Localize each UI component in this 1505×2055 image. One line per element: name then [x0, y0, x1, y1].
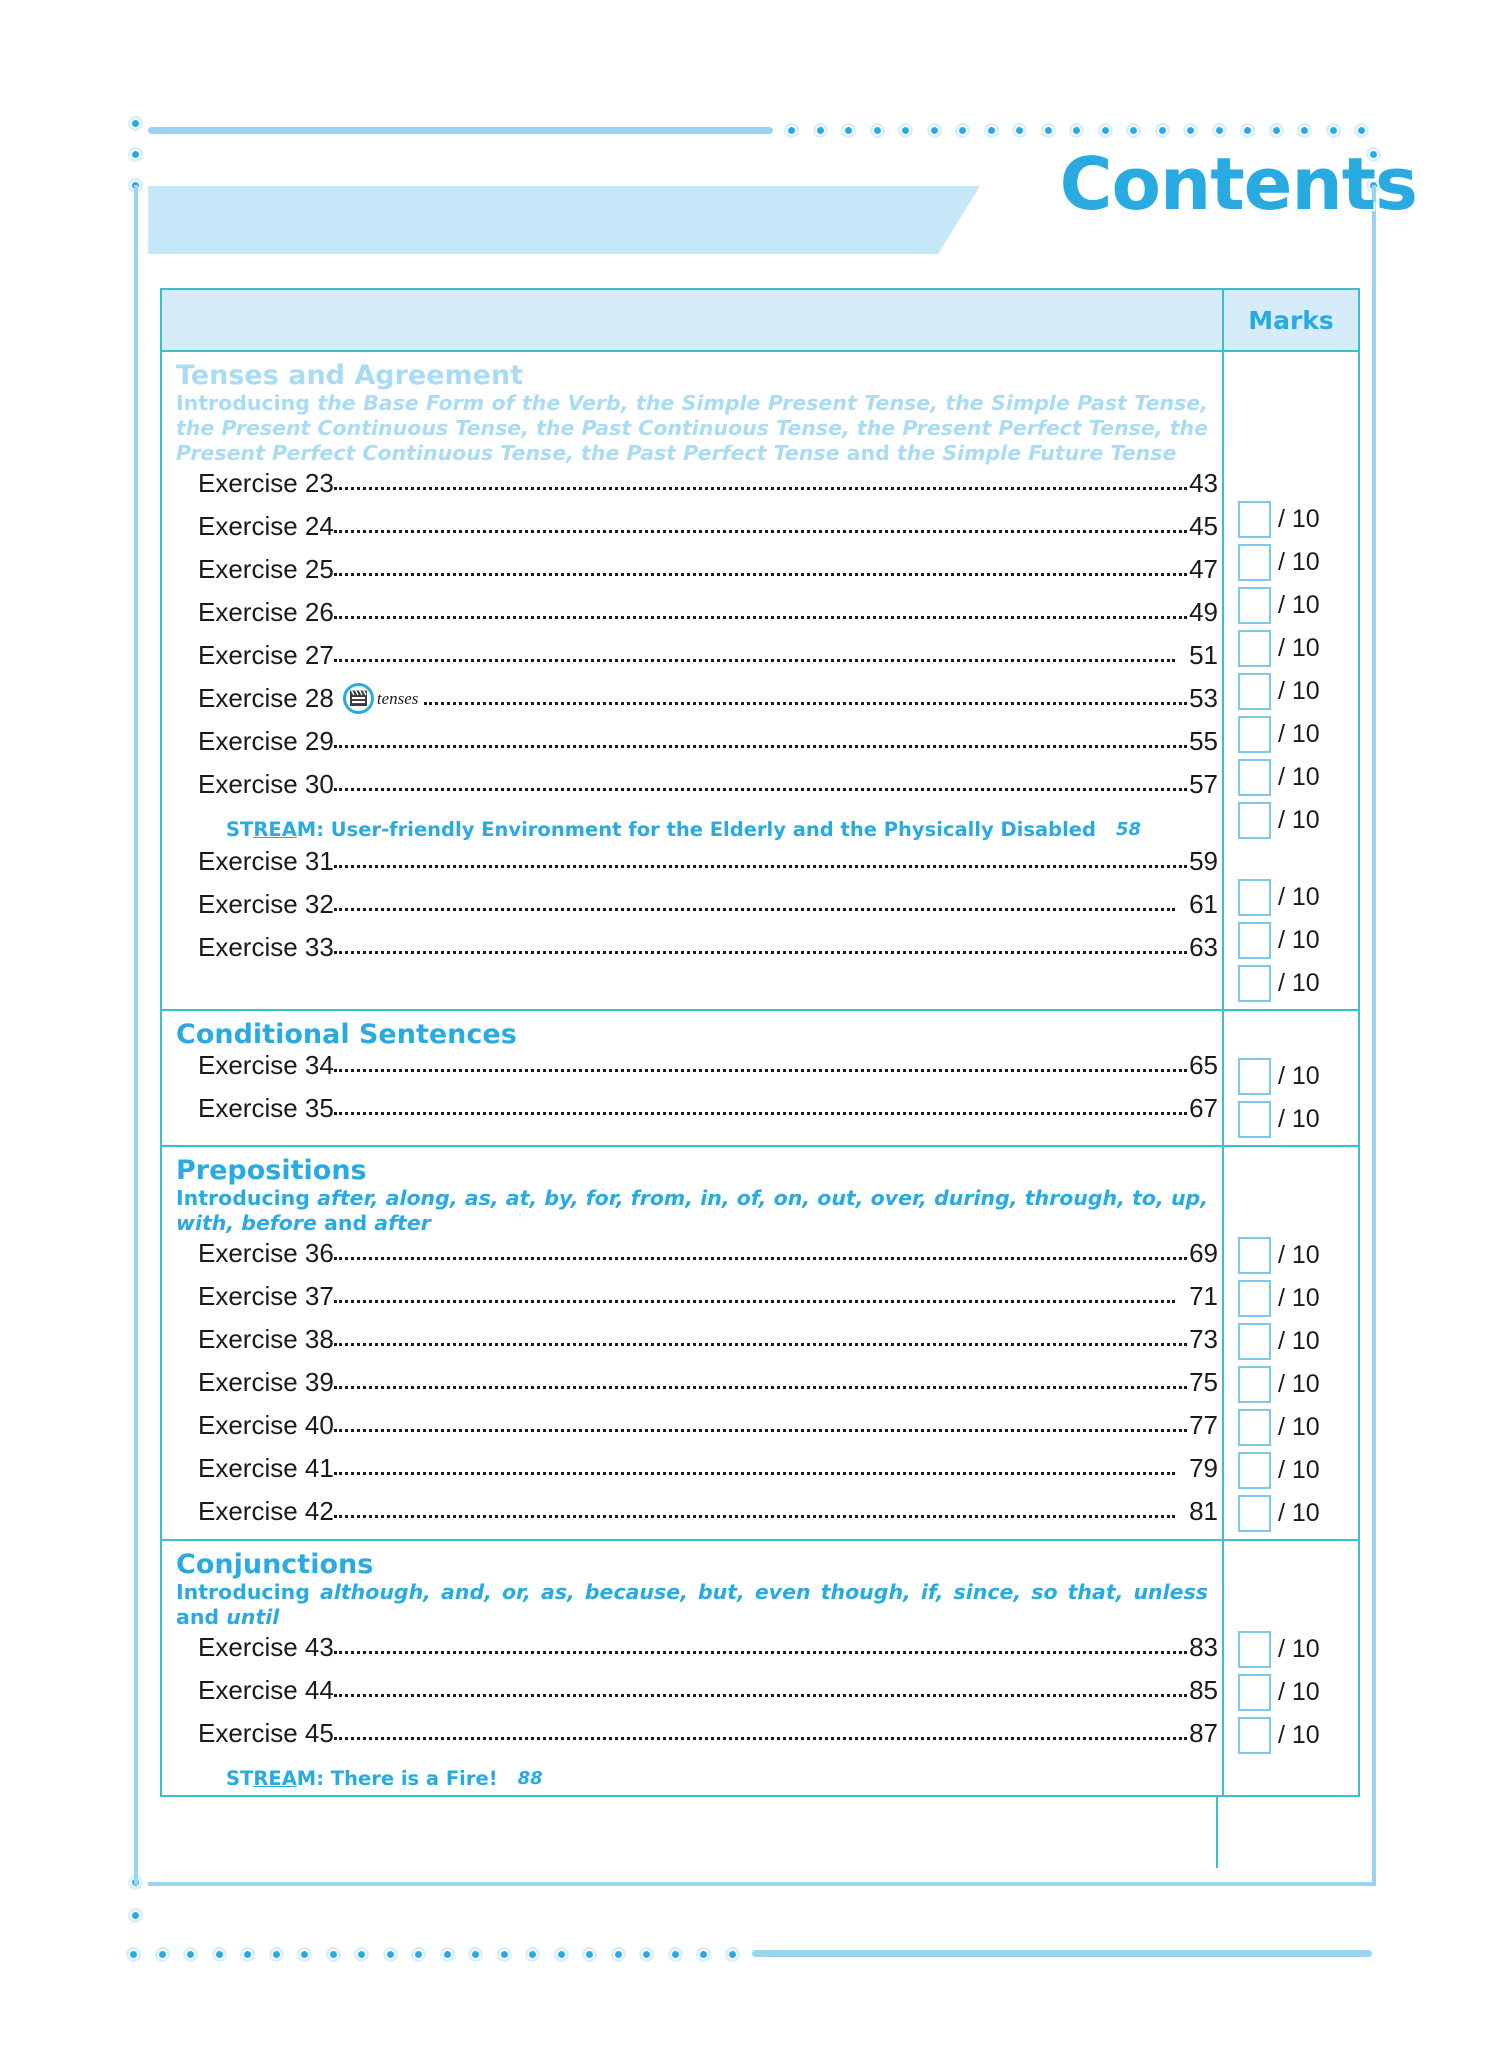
exercise-label	[198, 1367, 334, 1398]
table-row[interactable]	[162, 1718, 1222, 1761]
table-row[interactable]	[162, 1281, 1222, 1324]
decorative-dot-icon	[212, 1947, 227, 1962]
dot-leader	[334, 1300, 1175, 1303]
decorative-dot-icon	[1269, 123, 1284, 138]
bottom-dot-strip	[126, 1940, 746, 1968]
marks-total: / 10	[1278, 763, 1320, 791]
page-number: 45	[1189, 511, 1218, 542]
subtitle-italic-list: although, and, or, as, because, but, even though, if, since, so that, unless	[319, 1580, 1208, 1605]
decorative-dot-icon	[1041, 123, 1056, 138]
decorative-dot-icon	[269, 1947, 284, 1962]
marks-checkbox[interactable]	[1238, 965, 1271, 1002]
exercise-label	[198, 889, 334, 920]
decorative-dot-icon	[183, 1947, 198, 1962]
page-number: 51	[1189, 640, 1218, 671]
marks-total: / 10	[1278, 806, 1320, 834]
decorative-dot-icon	[1326, 123, 1341, 138]
marks-cell	[1224, 962, 1358, 1005]
decorative-dot-icon	[1155, 123, 1170, 138]
marks-spacer	[1224, 842, 1358, 876]
section-title: Conditional Sentences	[176, 1019, 517, 1050]
stream-underlined: REA	[253, 1766, 297, 1790]
right-rail	[1372, 185, 1376, 1885]
decorative-dot-icon	[927, 123, 942, 138]
contents-section	[162, 1009, 1358, 1145]
marks-spacer	[1224, 1011, 1358, 1055]
exercise-label-text: Exercise 33	[198, 932, 334, 963]
section-marks-column	[1222, 352, 1358, 1009]
table-row[interactable]	[162, 932, 1222, 975]
table-row[interactable]	[162, 726, 1222, 769]
subtitle-italic-list: after, along, as, at, by, for, from, in, of, on, out, over, during, through, to, up, with, before	[176, 1186, 1208, 1236]
decorative-dot-icon	[128, 1908, 143, 1923]
stream-label	[226, 818, 1096, 841]
section-title: Prepositions	[176, 1155, 367, 1186]
exercise-label	[198, 468, 334, 499]
subtitle-prefix: Introducing	[176, 1186, 318, 1211]
stream-prefix: ST	[226, 817, 254, 841]
decorative-dot-icon	[1212, 123, 1227, 138]
dot-leader	[334, 951, 1187, 954]
section-entries	[162, 1011, 1222, 1145]
marks-total: / 10	[1278, 505, 1320, 533]
marks-total: / 10	[1278, 591, 1320, 619]
exercise-label-text: Exercise 44	[198, 1675, 334, 1706]
exercise-label	[198, 1718, 334, 1749]
exercise-label	[198, 1453, 334, 1484]
page-number: 75	[1189, 1367, 1218, 1398]
exercise-label-text: Exercise 24	[198, 511, 334, 542]
marks-total: / 10	[1278, 1678, 1320, 1707]
dot-leader	[334, 573, 1187, 576]
table-row[interactable]	[162, 1496, 1222, 1539]
marks-total: / 10	[1278, 1456, 1320, 1485]
exercise-label-text: Exercise 42	[198, 1496, 334, 1527]
section-entries	[162, 1541, 1222, 1795]
bottom-rule-line	[752, 1950, 1372, 1957]
marks-cell	[1224, 1277, 1358, 1320]
marks-checkbox[interactable]	[1238, 1280, 1271, 1317]
exercise-label-text: Exercise 43	[198, 1632, 334, 1663]
exercise-label	[198, 1324, 334, 1355]
marks-spacer	[1224, 1544, 1358, 1628]
marks-total: / 10	[1278, 548, 1320, 576]
decorative-dot-icon	[1098, 123, 1113, 138]
dot-leader	[334, 1257, 1187, 1260]
exercise-label-text: Exercise 37	[198, 1281, 334, 1312]
decorative-dot-icon	[383, 1947, 398, 1962]
marks-cell	[1224, 1234, 1358, 1277]
marks-checkbox[interactable]	[1238, 716, 1271, 753]
page-number: 79	[1189, 1453, 1218, 1484]
table-row[interactable]	[162, 1093, 1222, 1136]
decorative-dot-icon	[326, 1947, 341, 1962]
page-number: 83	[1189, 1632, 1218, 1663]
marks-checkbox[interactable]	[1238, 1058, 1271, 1095]
stream-label	[226, 1767, 498, 1790]
decorative-dot-icon	[639, 1947, 654, 1962]
decorative-dot-icon	[1012, 123, 1027, 138]
dot-leader	[334, 1386, 1187, 1389]
marks-total: / 10	[1278, 1413, 1320, 1442]
decorative-dot-icon	[128, 116, 143, 131]
decorative-dot-icon	[354, 1947, 369, 1962]
stream-page-number: 58	[1115, 818, 1142, 840]
decorative-dot-icon	[525, 1947, 540, 1962]
stream-prefix: ST	[226, 1766, 254, 1790]
table-row[interactable]	[162, 769, 1222, 812]
decorative-dot-icon	[725, 1947, 740, 1962]
page-number: 47	[1189, 554, 1218, 585]
page-number: 57	[1189, 769, 1218, 800]
marks-cell	[1224, 541, 1358, 584]
section-subtitle	[162, 391, 1222, 468]
marks-checkbox[interactable]	[1238, 879, 1271, 916]
marks-cell	[1224, 1492, 1358, 1535]
marks-checkbox[interactable]	[1238, 1101, 1271, 1138]
stream-title: : User-friendly Environment for the Elderly and the Physically Disabled	[316, 817, 1096, 841]
decorative-dot-icon	[297, 1947, 312, 1962]
exercise-label-text: Exercise 23	[198, 468, 334, 499]
page-number: 67	[1189, 1093, 1218, 1124]
marks-column-header: Marks	[1248, 305, 1334, 335]
dot-leader	[334, 1429, 1187, 1432]
dot-leader	[334, 659, 1175, 662]
marks-spacer	[1224, 1150, 1358, 1234]
marks-spacer	[1224, 1757, 1358, 1791]
table-row[interactable]	[162, 511, 1222, 554]
table-row[interactable]	[162, 1238, 1222, 1281]
exercise-label-text: Exercise 32	[198, 889, 334, 920]
decorative-dot-icon	[1183, 123, 1198, 138]
exercise-label	[198, 1675, 334, 1706]
stream-row[interactable]	[162, 812, 1222, 846]
page-number: 61	[1189, 889, 1218, 920]
exercise-label-text: Exercise 35	[198, 1093, 334, 1124]
marks-total: / 10	[1278, 1062, 1320, 1090]
page-number: 77	[1189, 1410, 1218, 1441]
marks-cell	[1224, 799, 1358, 842]
exercise-label-text: Exercise 36	[198, 1238, 334, 1269]
marks-checkbox[interactable]	[1238, 630, 1271, 667]
table-row[interactable]	[162, 1632, 1222, 1675]
marks-total: / 10	[1278, 1284, 1320, 1313]
page-number: 85	[1189, 1675, 1218, 1706]
marks-total: / 10	[1278, 1721, 1320, 1750]
exercise-label	[198, 683, 424, 714]
marks-total: / 10	[1278, 926, 1320, 954]
stream-page-number: 88	[517, 1767, 543, 1789]
exercise-label	[198, 1050, 334, 1081]
dot-leader	[334, 1472, 1175, 1475]
marks-checkbox[interactable]	[1238, 544, 1271, 581]
marks-total: / 10	[1278, 1499, 1320, 1528]
marks-total: / 10	[1278, 969, 1320, 997]
dot-leader	[334, 487, 1187, 490]
dot-leader	[334, 1737, 1187, 1740]
exercise-label-text: Exercise 39	[198, 1367, 334, 1398]
exercise-label	[198, 640, 334, 671]
section-marks-column	[1222, 1147, 1358, 1539]
marks-total: / 10	[1278, 1327, 1320, 1356]
page-number: 63	[1189, 932, 1218, 963]
marks-cell	[1224, 627, 1358, 670]
decorative-dot-icon	[411, 1947, 426, 1962]
decorative-dot-icon	[582, 1947, 597, 1962]
table-row[interactable]	[162, 640, 1222, 683]
section-title: Conjunctions	[176, 1549, 374, 1581]
table-row[interactable]	[162, 1324, 1222, 1367]
page-number: 81	[1189, 1496, 1218, 1527]
section-title: Tenses and Agreement	[176, 360, 524, 391]
exercise-label	[198, 554, 334, 585]
section-subtitle	[162, 1186, 1222, 1238]
dot-leader	[334, 1694, 1187, 1697]
exercise-label-text: Exercise 31	[198, 846, 334, 877]
exercise-label	[198, 1238, 334, 1269]
section-marks-column	[1222, 1541, 1358, 1795]
dot-leader	[334, 1515, 1175, 1518]
marks-checkbox[interactable]	[1238, 1674, 1271, 1711]
marks-cell	[1224, 1098, 1358, 1141]
decorative-dot-icon	[984, 123, 999, 138]
page-number: 87	[1189, 1718, 1218, 1749]
marks-total: / 10	[1278, 677, 1320, 705]
marks-checkbox[interactable]	[1238, 922, 1271, 959]
page-number: 69	[1189, 1238, 1218, 1269]
subtitle-italic-last: until	[226, 1605, 280, 1630]
top-dot-strip	[784, 116, 1384, 144]
subtitle-conjunction: and	[316, 1211, 375, 1236]
marks-cell	[1224, 919, 1358, 962]
page-number: 55	[1189, 726, 1218, 757]
icon-caption: tenses	[376, 688, 419, 708]
stream-suffix: M	[296, 1766, 317, 1790]
decorative-dot-icon	[841, 123, 856, 138]
marks-checkbox[interactable]	[1238, 587, 1271, 624]
decorative-dot-icon	[1069, 123, 1084, 138]
contents-section	[162, 1145, 1358, 1539]
decorative-dot-icon	[1354, 123, 1369, 138]
marks-checkbox[interactable]	[1238, 1323, 1271, 1360]
subtitle-conjunction: and	[839, 441, 897, 466]
left-rail	[134, 185, 138, 1885]
bottom-rail	[148, 1882, 1376, 1886]
dot-leader	[334, 530, 1187, 533]
exercise-label	[198, 726, 334, 757]
exercise-label-text: Exercise 41	[198, 1453, 334, 1484]
marks-total: / 10	[1278, 1370, 1320, 1399]
exercise-label	[198, 769, 334, 800]
table-row[interactable]	[162, 597, 1222, 640]
marks-checkbox[interactable]	[1238, 1366, 1271, 1403]
marks-total: / 10	[1278, 720, 1320, 748]
exercise-label-text: Exercise 34	[198, 1050, 334, 1081]
marks-checkbox[interactable]	[1238, 1495, 1271, 1532]
title-banner	[148, 186, 938, 254]
table-header-marks-cell	[1222, 290, 1358, 350]
decorative-dot-icon	[955, 123, 970, 138]
marks-checkbox[interactable]	[1238, 501, 1271, 538]
marks-checkbox[interactable]	[1238, 1717, 1271, 1754]
table-row[interactable]	[162, 889, 1222, 932]
top-rule-line	[148, 127, 773, 134]
marks-cell	[1224, 876, 1358, 919]
table-header-row	[162, 290, 1358, 352]
exercise-label-text: Exercise 28	[198, 683, 334, 714]
decorative-dot-icon	[1126, 123, 1141, 138]
table-header-left-cell	[162, 290, 1222, 350]
dot-leader	[334, 1112, 1187, 1115]
subtitle-conjunction: and	[176, 1605, 227, 1630]
marks-total: / 10	[1278, 1635, 1320, 1664]
decorative-dot-icon	[128, 147, 143, 162]
decorative-dot-icon	[468, 1947, 483, 1962]
section-marks-column	[1222, 1011, 1358, 1145]
exercise-label-text: Exercise 27	[198, 640, 334, 671]
marks-cell	[1224, 713, 1358, 756]
exercise-label	[198, 932, 334, 963]
decorative-dot-icon	[126, 1947, 141, 1962]
table-row[interactable]	[162, 1367, 1222, 1410]
dot-leader	[334, 745, 1187, 748]
marks-checkbox[interactable]	[1238, 1409, 1271, 1446]
table-row[interactable]	[162, 1675, 1222, 1718]
stream-suffix: M	[296, 817, 317, 841]
marks-total: / 10	[1278, 883, 1320, 911]
marks-cell	[1224, 498, 1358, 541]
marks-total: / 10	[1278, 1241, 1320, 1270]
table-row[interactable]	[162, 1410, 1222, 1453]
decorative-dot-icon	[784, 123, 799, 138]
decorative-dot-icon	[696, 1947, 711, 1962]
marks-cell	[1224, 1363, 1358, 1406]
stream-title: : There is a Fire!	[316, 1766, 498, 1790]
exercise-label	[198, 511, 334, 542]
exercise-label-text: Exercise 45	[198, 1718, 334, 1749]
decorative-dot-icon	[440, 1947, 455, 1962]
decorative-dot-icon	[870, 123, 885, 138]
marks-checkbox[interactable]	[1238, 673, 1271, 710]
exercise-label-text: Exercise 25	[198, 554, 334, 585]
exercise-label	[198, 1093, 334, 1124]
stream-row[interactable]	[162, 1761, 1222, 1795]
page-number: 53	[1189, 683, 1218, 714]
table-row[interactable]	[162, 683, 1222, 726]
marks-cell	[1224, 1055, 1358, 1098]
decorative-dot-icon	[1240, 123, 1255, 138]
marks-cell	[1224, 584, 1358, 627]
table-row[interactable]	[162, 554, 1222, 597]
page-title: Contents	[1059, 142, 1417, 226]
marks-checkbox[interactable]	[1238, 1631, 1271, 1668]
marks-checkbox[interactable]	[1238, 1452, 1271, 1489]
decorative-dot-icon	[1297, 123, 1312, 138]
decorative-dot-icon	[240, 1947, 255, 1962]
video-clapper-icon	[343, 683, 374, 714]
contents-section	[162, 352, 1358, 1009]
marks-cell	[1224, 670, 1358, 713]
subtitle-prefix: Introducing	[176, 1580, 320, 1605]
exercise-label	[198, 1632, 334, 1663]
page-number: 71	[1189, 1281, 1218, 1312]
table-row[interactable]	[162, 1050, 1222, 1093]
marks-total: / 10	[1278, 634, 1320, 662]
marks-cell	[1224, 1320, 1358, 1363]
dot-leader	[334, 616, 1187, 619]
marks-cell	[1224, 1714, 1358, 1757]
marks-cell	[1224, 1671, 1358, 1714]
decorative-dot-icon	[497, 1947, 512, 1962]
page-number: 73	[1189, 1324, 1218, 1355]
marks-spacer	[1224, 352, 1358, 498]
marks-cell	[1224, 756, 1358, 799]
marks-checkbox[interactable]	[1238, 1237, 1271, 1274]
page-number: 65	[1189, 1050, 1218, 1081]
decorative-dot-icon	[554, 1947, 569, 1962]
dot-leader	[334, 788, 1187, 791]
stream-underlined: REA	[253, 817, 297, 841]
subtitle-italic-last: after	[374, 1211, 431, 1236]
decorative-dot-icon	[898, 123, 913, 138]
section-subtitle	[162, 1580, 1222, 1632]
dot-leader	[334, 1651, 1187, 1654]
subtitle-italic-list: the Base Form of the Verb, the Simple Present Tense, the Simple Past Tense, the Present Continuous Tense, the Past Continuous Tense, the Present Perfect Tense, the Present Perfect Continuous Tense, the Past Perfect Tense	[176, 391, 1208, 466]
exercise-label-text: Exercise 26	[198, 597, 334, 628]
subtitle-italic-last: the Simple Future Tense	[896, 441, 1177, 466]
decorative-dot-icon	[668, 1947, 683, 1962]
decorative-dot-icon	[813, 123, 828, 138]
exercise-label	[198, 1496, 334, 1527]
subtitle-prefix: Introducing	[176, 391, 318, 416]
dot-leader	[334, 1069, 1187, 1072]
sections-container	[162, 352, 1358, 1795]
marks-checkbox[interactable]	[1238, 759, 1271, 796]
contents-table	[160, 288, 1360, 1797]
dot-leader	[334, 908, 1175, 911]
exercise-label	[198, 1410, 334, 1441]
exercise-label-text: Exercise 30	[198, 769, 334, 800]
page-number: 59	[1189, 846, 1218, 877]
page-number: 49	[1189, 597, 1218, 628]
marks-cell	[1224, 1628, 1358, 1671]
table-row[interactable]	[162, 1453, 1222, 1496]
table-row[interactable]	[162, 846, 1222, 889]
section-entries	[162, 352, 1222, 1009]
decorative-dot-icon	[611, 1947, 626, 1962]
decorative-dot-icon	[155, 1947, 170, 1962]
marks-checkbox[interactable]	[1238, 802, 1271, 839]
marks-cell	[1224, 1449, 1358, 1492]
marks-cell	[1224, 1406, 1358, 1449]
dot-leader	[424, 702, 1187, 705]
dot-leader	[334, 865, 1187, 868]
exercise-label-text: Exercise 38	[198, 1324, 334, 1355]
table-row[interactable]	[162, 468, 1222, 511]
contents-section	[162, 1539, 1358, 1795]
page-number: 43	[1189, 468, 1218, 499]
exercise-label	[198, 846, 334, 877]
section-entries	[162, 1147, 1222, 1539]
dot-leader	[334, 1343, 1187, 1346]
exercise-label	[198, 597, 334, 628]
exercise-label	[198, 1281, 334, 1312]
marks-total: / 10	[1278, 1105, 1320, 1133]
exercise-label-text: Exercise 29	[198, 726, 334, 757]
exercise-label-text: Exercise 40	[198, 1410, 334, 1441]
